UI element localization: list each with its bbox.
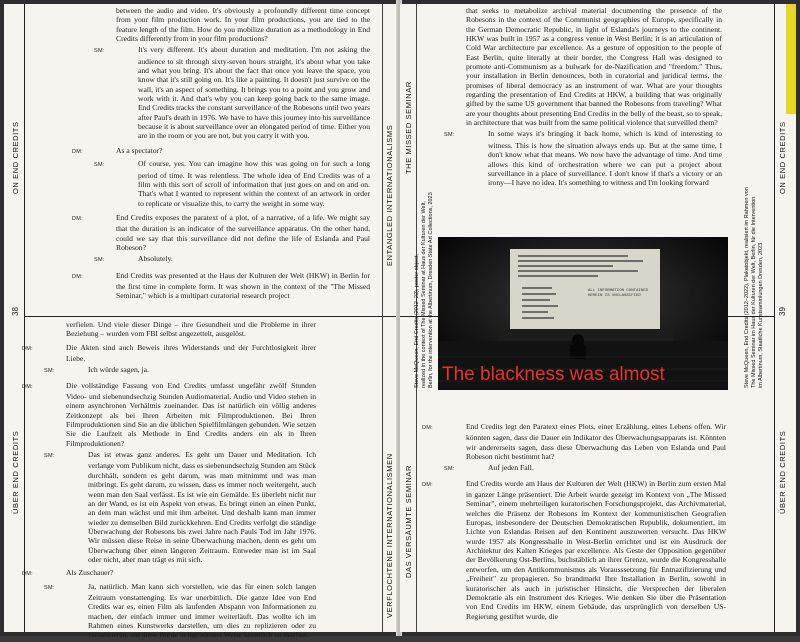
paragraph: SM: Auf jeden Fall.	[444, 463, 534, 473]
paragraph: that seeks to metabolize archival material documenting the presence of the Robesons in the context of the Communist geographies of Europe, specifically in the German Democratic Republic, in light of Eslanda's journeys to the continent. HKW was built in 1957 as a congress venue in West Berlin; it is an articulation of Cold War architecture par excellence. As a gesture of opposition to the people of East Berlin, quite literally at their border, the Congress Hall was designed to promote anti-Communism as a bulwark for de-Nazification and "freedom." Thus, your installation in Berlin denounces, both in curatorial and juridical terms, the promises of liberal democracy as an instrument of war. What are your thoughts regarding the presentation of End Credits at HKW, a building that was originally gifted by the same US government that banned the Robesons from traveling? What are your thoughts about presenting End Credits in the belly of the beast, so to speak, in architecture that was built from the same political violence that surveilled them?	[466, 6, 722, 128]
yellow-edge-tab	[786, 4, 796, 114]
doc-line-1: ALL INFORMATION CONTAINED	[588, 289, 649, 293]
vertical-title-en: THE MISSED SEMINAR	[404, 81, 413, 174]
paragraph: DM: End Credits was presented at the Haus der Kulturen der Welt (HKW) in Berlin for the first time in complete form. It was shown in the context of the "The Missed Seminar," which is a multipart curatorial research project	[72, 270, 370, 301]
left-margin-rule	[24, 4, 25, 632]
vertical-title-en: ENTANGLED INTERNATIONALISMS	[385, 124, 394, 266]
running-head-en: ON END CREDITS	[778, 121, 787, 194]
image-caption-de: Steve McQueen, End Credits (2012–2022), Plakatobjekt, realisiert im Rahmen von The Missed Seminar im Haus der Kulturen der Welt, Berlin, für die Intervention im Albertinum, Staatliche Kunstsammlungen Dresden, 2023	[744, 187, 764, 388]
overlay-text: The blackness was almost	[442, 364, 665, 385]
left-page	[4, 4, 398, 640]
running-head-en: ON END CREDITS	[11, 121, 20, 194]
english-text-left	[72, 6, 370, 303]
running-head-de: ÜBER END CREDITS	[11, 430, 20, 514]
paragraph: between the audio and video. It's obviously a profoundly different time concept from your film production work. In your film productions, you are tied to the feature length of the film. How do you mobilize duration as a methodology in End Credits differently from in your film productions?	[116, 6, 370, 44]
english-text-right	[444, 6, 722, 190]
running-head-de: ÜBER END CREDITS	[778, 430, 787, 514]
paragraph: DM: Die Akten sind auch Beweis ihres Widerstands und der Furchtlosigkeit ihrer Liebe.	[22, 342, 316, 364]
paragraph: DM: End Credits wurde am Haus der Kulturen der Welt (HKW) in Berlin zum ersten Mal in ganzer Länge präsentiert. Die Arbeit wurde gezeigt im Kontext von „The Missed Seminar", einem mehrteiligen kuratorischen Forschungsprojekt, das Archivmaterial, welches die Präsenz der Robesons im Kontext der kommunistischen Geografien Europas, insbesondere der Deutschen Demokratischen Republik, dokumentiert, im Lichte von Eslandas Reisen auf den Kontinent auszuwerten versucht. Das HKW wurde 1957 als Kongresshalle in West-Berlin errichtet und ist ein Ausdruck der Architektur des Kalten Krieges par excellence. Als Geste der Opposition gegenüber der Bevölkerung Ost-Berlins, buchstäblich an ihrer Grenze, wurde die Kongresshalle entworfen, um den Antikommunismus als Vorausssetzung für Entnazifizierung und „Freiheit" zu propagieren. So brandmarkt Ihre Installation in Berlin, sowohl in kuratorischer als auch in juristischer Hinsicht, die Versprechen der liberalen Demokratie als ein Instrument des Krieges. Wie denken Sie über die Präsentation von End Credits im HKW, einem Gebäude, das ursprünglich von derselben US-Regierung gestiftet wurde, die	[422, 478, 726, 621]
right-margin-rule	[774, 4, 775, 632]
vertical-title-de: VERFLOCHTENE INTERNATIONALISMEN	[385, 453, 394, 618]
german-text-right	[422, 422, 726, 623]
paragraph: DM: Als Zuschauer?	[22, 568, 114, 578]
german-text-left	[22, 320, 316, 642]
left-inner-rule	[382, 4, 383, 632]
paragraph: DM: As a spectator?	[72, 145, 163, 155]
paragraph: SM: Absolutely.	[94, 254, 173, 264]
right-page	[400, 4, 796, 632]
paragraph: DM: Die vollständige Fassung von End Credits umfasst ungefähr zwölf Stunden Video- und siebenundsechzig Stunden Audiomaterial. Audio und Video stehen in einem asynchronen Verhältnis zueinander. Das ist natürlich ein völlig anderes Zeitkonzept als bei Ihren Arbeiten mit Filmproduktionen. Bei Ihren Filmproduktionen sind Sie an die üblichen Spielfilmlängen gebunden. Wie setzen Sie die Laufzeit als Methode in End Credits anders ein als in Ihren Filmproduktionen?	[22, 380, 316, 448]
installation-photo	[438, 237, 728, 390]
page-number-left: 38	[11, 307, 20, 316]
paragraph: SM: Das ist etwas ganz anderes. Es geht um Dauer und Meditation. Ich verlange vom Publikum nicht, dass es siebenundsechzig Stunden am Stück durchhält, sondern es geht darum, was man mitnimmt und was man mitbringt. Es geht darum, zu wissen, dass es immer noch weitergeht, auch wenn man den Saal verlässt. Es ist wie ein Gemälde. Es überlebt nicht nur an der Wand, es ist ein Aspekt von etwas. Es bringt einen an einen Punkt, an dem man wächst und mit ihm arbeitet. Und deshalb kann man immer wieder zu demselben Bild zurückkehren. End Credits verfolgt die ständige Überwachung der Robesons bis zwei Jahre nach Pauls Tod im Jahr 1976. Wir müssen diese Reise in seine Überwachung machen, denn es geht um Überwachung über einen längeren Zeitraum. Entweder man ist im Saal oder nicht, aber man trägt es mit sich.	[44, 450, 316, 564]
paragraph: SM: Ja, natürlich. Man kann sich vorstellen, wie das für einen solch langen Zeitraum vonstattenging. Es war unerbittlich. Die ganze Idee von End Credits war es, einen Film als laufenden Abspann von Informationen zu machen, der einfach immer und immer weiterläuft. Das wollte ich im Rahmen eines Kunstwerks darstellen, um dies zu replizieren oder zu visualisieren, um diese Bürde in irgendeiner Weise kenntlich zu machen.	[44, 581, 316, 640]
paragraph: DM: End Credits legt den Paratext eines Plots, einer Erzählung, eines Lebens offen. Wir könnten sagen, dass die Dauer ein Indikator des Überwachungsapparats ist. Könnten wir andererseits sagen, dass diese Überwachung das Leben von Eslanda und Paul Robeson nicht bestimmt hat?	[422, 422, 726, 462]
paragraph: SM: Ich würde sagen, ja.	[44, 365, 149, 375]
paragraph: SM: It's very different. It's about duration and meditation. I'm not asking the audience to sit through sixty-seven hours straight, it's about what you take and what you bring. It's about the fact that once you leave the space, you know that it's still going on. It's like a painting. It doesn't just survive on the wall, it's an aspect of something. It brings you to a point and you grow and work with it. And that's why you can keep going back to the same image. End Credits tracks the constant surveillance of the Robesons until two years after Paul's death in 1976. We have to have this journey into his surveillance because it is about surveillance over an elongated period of time. Either you are in the room or you are not, but you carry it with you.	[94, 45, 370, 141]
vertical-title-de: DAS VERSÄUMTE SEMINAR	[404, 464, 413, 578]
doc-line-2: HEREIN IS UNCLASSIFIED	[588, 294, 641, 298]
page-number-right: 39	[778, 307, 787, 316]
paragraph: SM: Of course, yes. You can imagine how this was going on for such a long period of time. It was relentless. The whole idea of End Credits was of a film with this sort of scroll of information that just goes on and on and on. That's what I wanted to represent within the context of an artwork in order to replicate or visualize this, to carry the weight in some way.	[94, 159, 370, 208]
paragraph: DM: End Credits exposes the paratext of a plot, of a narrative, of a life. We might say that the duration is an indicator of the surveillance apparatus. On the other hand, could we say that this surveillance did not define the life of Eslanda and Paul Robeson?	[72, 212, 370, 252]
paragraph: SM: In some ways it's bringing it back home, which is kind of interesting to witness. This is how the situation always ends up. But at the same time, I don't know what that means. We now have the advantage of time. And time allows this kind of orchestration where we can put a project about surveillance in a place of surveillance. I don't know if that's a victory or an irony—I have no idea. It's something to witness and I'm looking forward	[444, 129, 722, 188]
left-page-divider	[24, 316, 398, 317]
paragraph: verfielen. Und viele dieser Dinge – ihre Gesundheit und die Probleme in ihrer Beziehung – wurden vom FBI selbst angezettelt, ausgelöst.	[66, 320, 316, 339]
image-caption-en: Steve McQueen, End Credits (2012–22), poster object, realized in the context of The Missed Seminar at Haus der Kulturen der Welt, Berlin, for the intervention at the Albertinum, Dresden State Art Collections, 2023	[414, 192, 434, 388]
